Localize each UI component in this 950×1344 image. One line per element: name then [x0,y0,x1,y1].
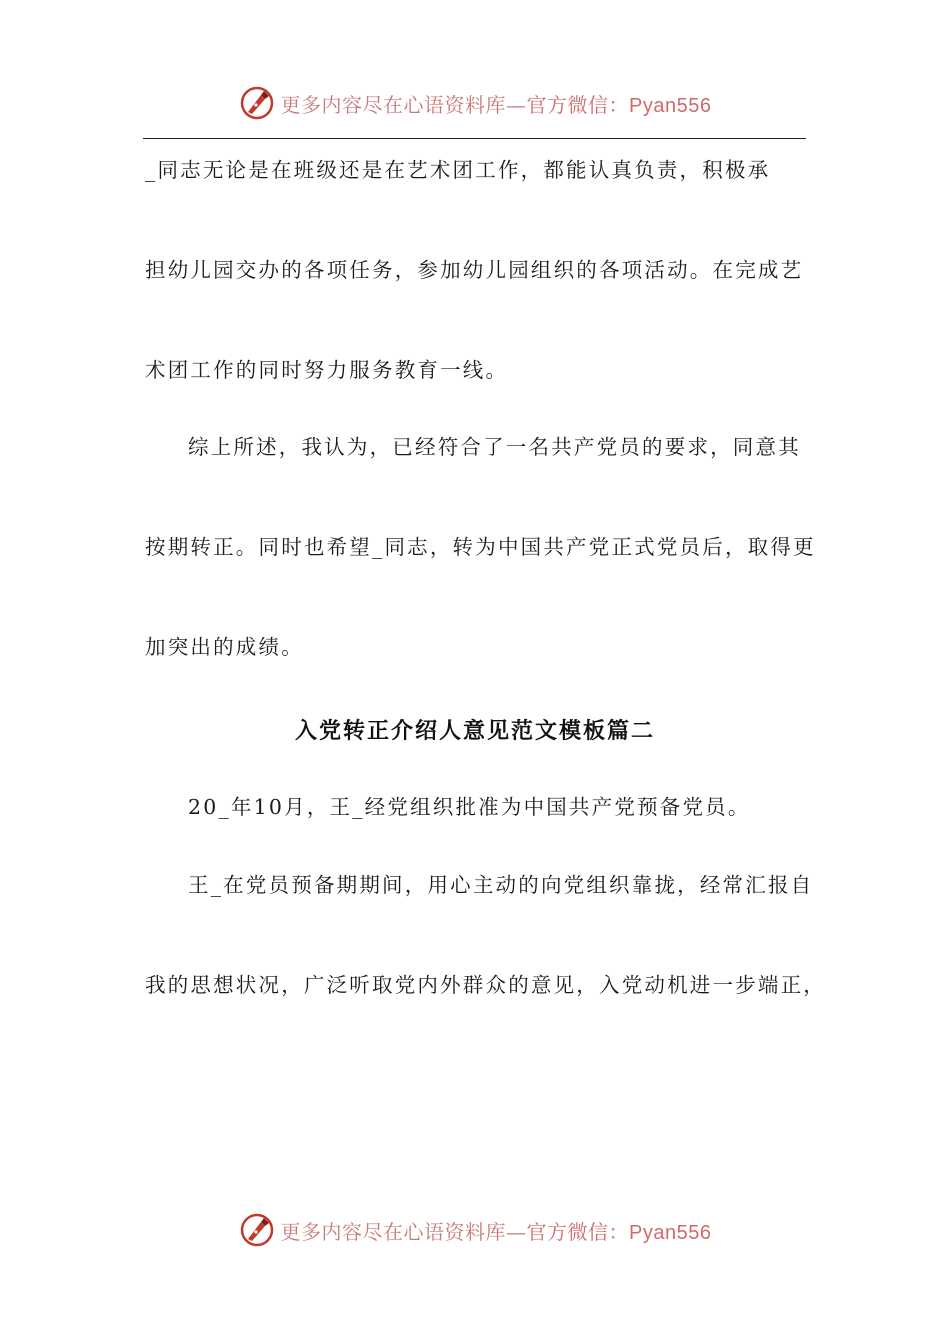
banner-text: 更多内容尽在心语资料库—官方微信：Pyan556 [280,1219,712,1244]
banner-text: 更多内容尽在心语资料库—官方微信：Pyan556 [280,92,712,117]
body-line-6: 加突出的成绩。 [145,635,304,659]
body-line-7: 20_年10月，王_经党组织批准为中国共产党预备党员。 [188,795,751,819]
body-line-3: 术团工作的同时努力服务教育一线。 [145,358,509,382]
body-line-2: 担幼儿园交办的各项任务，参加幼儿园组织的各项活动。在完成艺 [145,258,804,282]
footer-banner [0,1210,950,1250]
pen-nib-logo-icon [239,1212,275,1248]
body-line-9: 我的思想状况，广泛听取党内外群众的意见，入党动机进一步端正， [145,973,826,997]
body-line-4: 综上所述，我认为，已经符合了一名共产党员的要求，同意其 [188,435,801,459]
section-heading: 入党转正介绍人意见范文模板篇二 [294,719,655,744]
body-line-5: 按期转正。同时也希望_同志，转为中国共产党正式党员后，取得更 [145,535,816,559]
pen-nib-logo-icon [239,85,275,121]
header-divider [143,138,806,139]
header-banner [0,83,950,123]
body-line-8: 王_在党员预备期期间，用心主动的向党组织靠拢，经常汇报自 [188,873,814,897]
body-line-1: _同志无论是在班级还是在艺术团工作，都能认真负责，积极承 [145,158,771,182]
